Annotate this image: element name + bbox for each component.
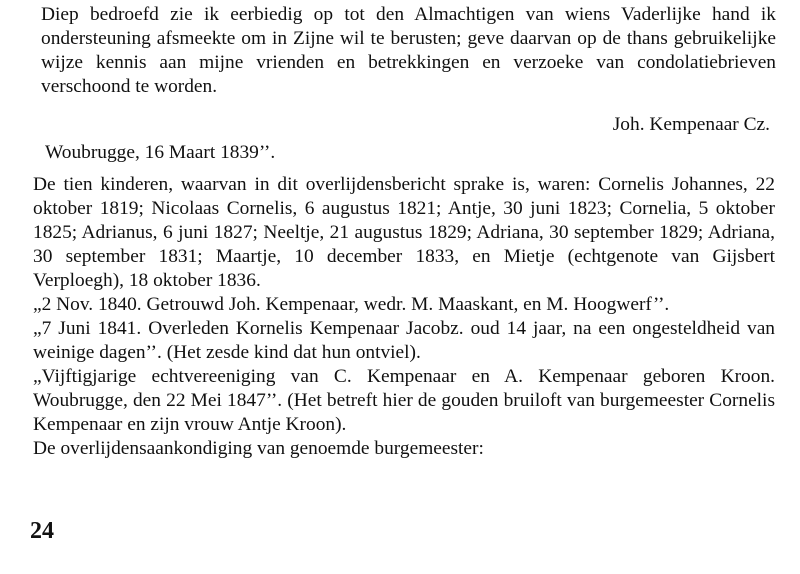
signature: Joh. Kempenaar Cz. bbox=[612, 114, 770, 135]
top-edge-clip bbox=[0, 0, 800, 3]
paragraph-death-1841: „7 Juni 1841. Overleden Kornelis Kempenaar Jacobz. oud 14 jaar, na een ongesteldheid van weinige dagen’’. (Het zesde kind dat hun ontviel). bbox=[33, 318, 775, 363]
paragraph-children-list: De tien kinderen, waarvan in dit overlijdensbericht sprake is, waren: Cornelis Johannes, 22 oktober 1819; Nicolaas Cornelis, 6 augustus 1821; Antje, 30 juni 1823; Cornelia, 5 oktober 1825; Adrianus, 6 juni 1827; Neeltje, 21 augustus 1829; Adriana, 30 september 1829; Adriana, 30 september 1831; Maartje, 10 december 1833, en Mietje (echtgenote van Gijsbert Verploegh), 18 oktober 1836. bbox=[33, 174, 775, 291]
quoted-notice-paragraph: Diep bedroefd zie ik eerbiedig op tot den Almachtigen van wiens Vaderlijke hand ik ondersteuning afsmeekte om in Zijne wil te berusten; geve daarvan op de thans gebruikelijke wijze kennis aan mijne vrienden en betrekkingen en verzoeke van condolatiebrieven verschoond te worden. bbox=[41, 4, 776, 97]
paragraph-golden-wedding: „Vijftigjarige echtvereeniging van C. Kempenaar en A. Kempenaar geboren Kroon. Woubrugge, den 22 Mei 1847’’. (Het betreft hier de gouden bruiloft van burgemeester Cornelis Kempenaar en zijn vrouw Antje Kroon). bbox=[33, 366, 775, 435]
paragraph-marriage-1840: „2 Nov. 1840. Getrouwd Joh. Kempenaar, wedr. M. Maaskant, en M. Hoogwerf’’. bbox=[33, 294, 670, 315]
paragraph-death-announcement-intro: De overlijdensaankondiging van genoemde burgemeester: bbox=[33, 438, 484, 459]
place-date-line: Woubrugge, 16 Maart 1839’’. bbox=[45, 142, 276, 163]
body-text bbox=[33, 173, 775, 461]
page-number: 24 bbox=[30, 518, 54, 544]
